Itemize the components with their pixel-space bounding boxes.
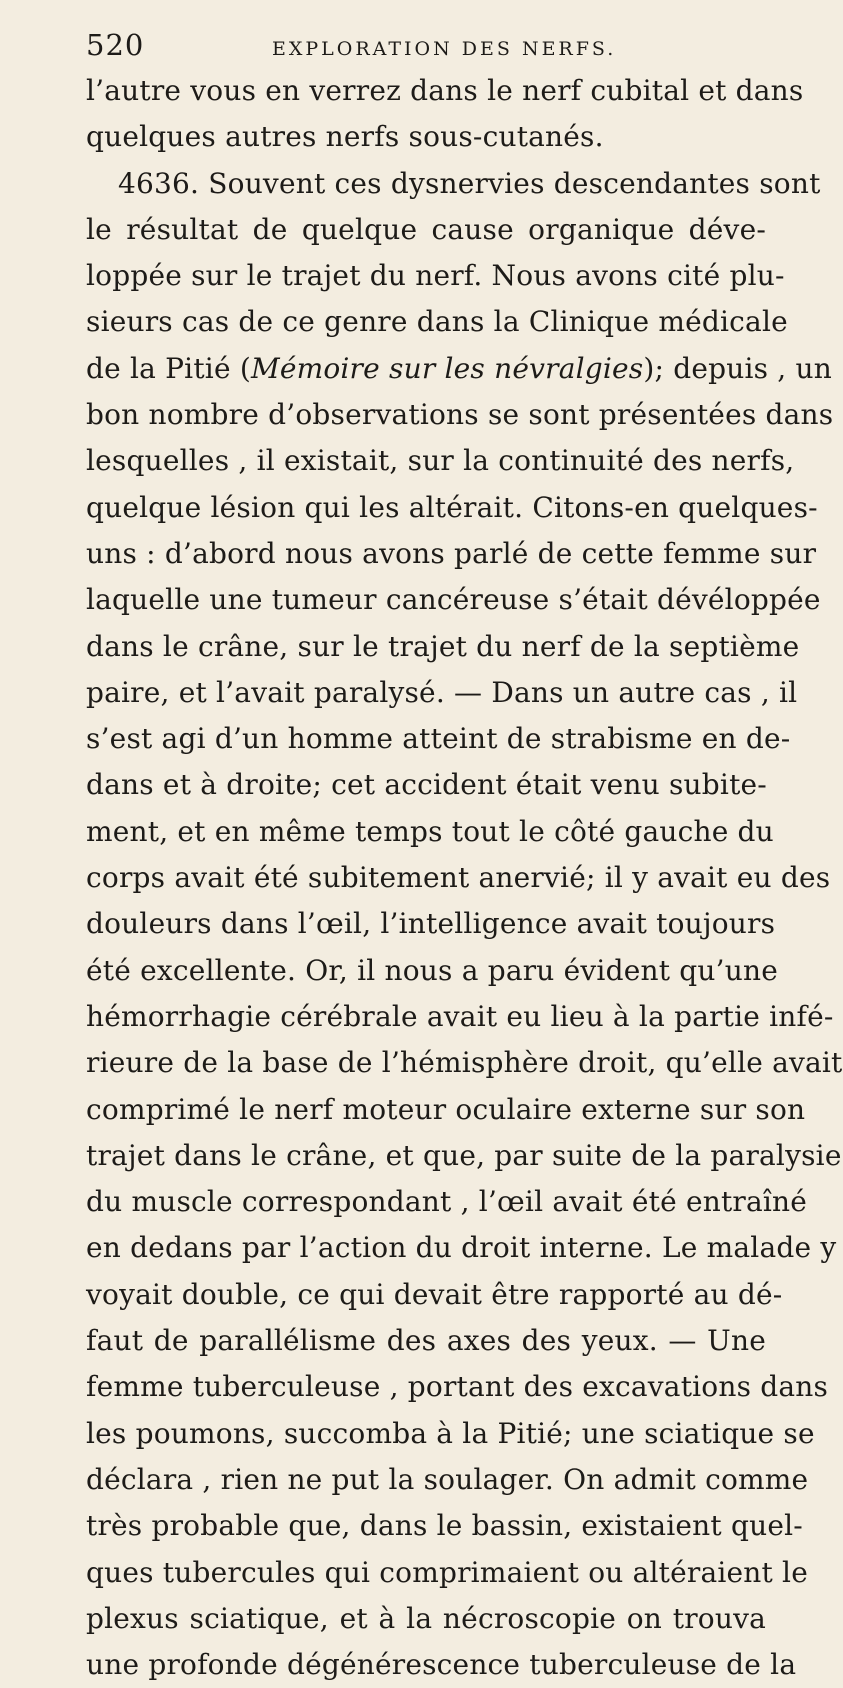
text-line: l’autre vous en verrez dans le nerf cubital et dans: [86, 74, 804, 107]
text-line-with-citation: [86, 346, 832, 392]
text-line: ment, et en même temps tout le côté gauche du: [86, 814, 774, 848]
text-line: le résultat de quelque cause organique déve-: [86, 212, 766, 246]
text-line: loppée sur le trajet du nerf. Nous avons cité plu-: [86, 259, 785, 293]
text-line: du muscle correspondant , l’œil avait été entraîné: [86, 1185, 808, 1219]
text-line: s’est agi d’un homme atteint de strabisme en de-: [86, 722, 791, 756]
page-header: [86, 28, 746, 68]
text-line: corps avait été subitement anervié; il y avait eu des: [86, 861, 831, 895]
text-line: plexus sciatique, et à la nécroscopie on trouva: [86, 1601, 766, 1635]
text-line: trajet dans le crâne, et que, par suite de la paralysie: [86, 1138, 842, 1172]
citation-trailing-text: ); depuis , un: [643, 351, 832, 385]
text-line: été excellente. Or, il nous a paru évident qu’une: [86, 953, 778, 987]
text-line: voyait double, ce qui devait être rapporté au dé-: [86, 1277, 783, 1311]
text-line: bon nombre d’observations se sont présentées dans: [86, 398, 834, 432]
text-line: quelque lésion qui les altérait. Citons-en quelques-: [86, 490, 818, 524]
page-number: 520: [86, 28, 145, 62]
text-line: faut de parallélisme des axes des yeux. — Une: [86, 1324, 766, 1358]
text-line: laquelle une tumeur cancéreuse s’était dévéloppée: [86, 583, 821, 617]
text-line: comprimé le nerf moteur oculaire externe sur son: [86, 1092, 806, 1126]
text-line: uns : d’abord nous avons parlé de cette femme sur: [86, 536, 817, 570]
text-line: une profonde dégénérescence tuberculeuse de la: [86, 1648, 797, 1682]
running-head: EXPLORATION DES NERFS.: [272, 38, 617, 60]
text-line: dans le crâne, sur le trajet du nerf de la septième: [86, 629, 800, 663]
cited-work-title: Mémoire sur les névralgies: [250, 351, 644, 385]
text-line: douleurs dans l’œil, l’intelligence avait toujours: [86, 907, 776, 941]
text-line: rieure de la base de l’hémisphère droit, qu’elle avait: [86, 1046, 843, 1080]
text-line: très probable que, dans le bassin, existaient quel-: [86, 1509, 803, 1543]
paragraph-start-line: 4636. Souvent ces dysnervies descendantes sont: [118, 166, 821, 200]
text-line: quelques autres nerfs sous-cutanés.: [86, 120, 604, 154]
text-line: dans et à droite; cet accident était venu subite-: [86, 768, 767, 802]
text-line: sieurs cas de ce genre dans la Clinique médicale: [86, 305, 788, 339]
citation-lead-text: de la Pitié (: [86, 351, 251, 385]
body-text: [86, 68, 843, 1688]
text-line: lesquelles , il existait, sur la continuité des nerfs,: [86, 444, 795, 478]
text-line: en dedans par l’action du droit interne. Le malade y: [86, 1231, 837, 1265]
text-line: hémorrhagie cérébrale avait eu lieu à la partie infé-: [86, 999, 834, 1033]
text-line: femme tuberculeuse , portant des excavations dans: [86, 1370, 829, 1404]
text-line: paire, et l’avait paralysé. — Dans un autre cas , il: [86, 675, 798, 709]
text-line: les poumons, succomba à la Pitié; une sciatique se: [86, 1416, 815, 1450]
text-line: déclara , rien ne put la soulager. On admit comme: [86, 1462, 809, 1496]
text-line: ques tubercules qui comprimaient ou altéraient le: [86, 1555, 808, 1589]
